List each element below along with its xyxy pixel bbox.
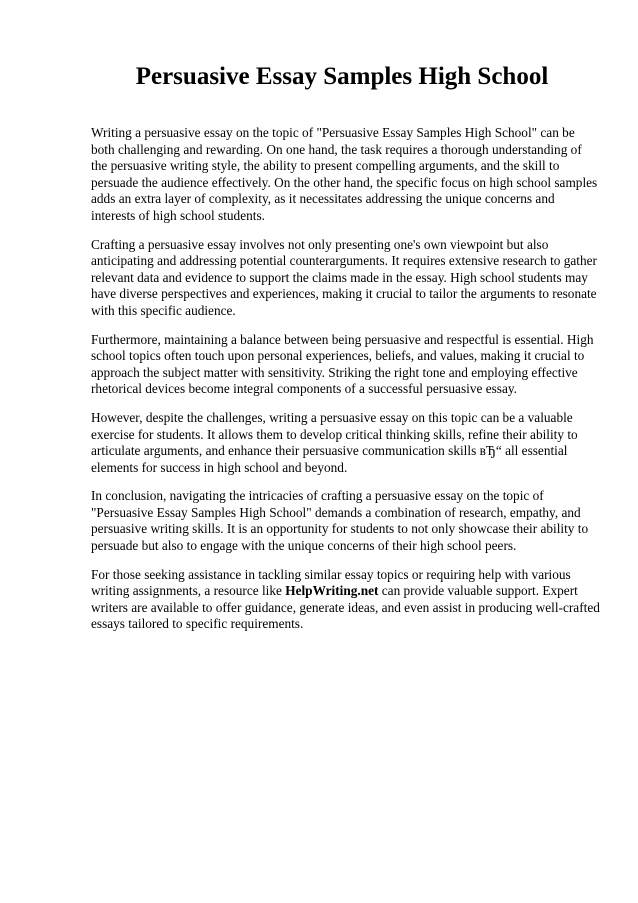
paragraph-assistance [91,567,601,633]
paragraph-value: However, despite the challenges, writing a persuasive essay on this topic can be a valuable exercise for students. It allows them to develop critical thinking skills, refine their ability to articulate arguments, and enhance their persuasive communication skills вЂ“ all essential elements for success in high school and beyond. [91,409,578,475]
page-title: Persuasive Essay Samples High School [135,63,549,90]
assistance-text-after: can provide valuable support. Expert writers are available to offer guidance, generate ideas, and even assist in producing well-crafted essays tailored to specific requirements. [91,583,600,632]
paragraph-conclusion: In conclusion, navigating the intricacies of crafting a persuasive essay on the topic of "Persuasive Essay Samples High School" demands a combination of research, empathy, and persuasive writing skills. It is an opportunity for students to not only showcase their ability to persuade but also to engage with the unique concerns of their high school peers. [91,488,589,554]
helpwriting-link[interactable]: HelpWriting.net [285,583,379,599]
assistance-text-before: For those seeking assistance in tackling similar essay topics or requiring help with various writing assignments, a resource like [91,566,571,599]
paragraph-balance: Furthermore, maintaining a balance between being persuasive and respectful is essential. High school topics often touch upon personal experiences, beliefs, and values, making it crucial to approach the subject matter with sensitivity. Striking the right tone and employing effective rhetorical devices become integral components of a successful persuasive essay. [91,331,594,397]
paragraph-intro: Writing a persuasive essay on the topic of "Persuasive Essay Samples High School" can be both challenging and rewarding. On one hand, the task requires a thorough understanding of the persuasive writing style, the ability to present compelling arguments, and the skill to persuade the audience effectively. On the other hand, the specific focus on high school samples adds an extra layer of complexity, as it necessitates addressing the unique concerns and interests of high school students. [91,125,598,223]
paragraph-crafting: Crafting a persuasive essay involves not only presenting one's own viewpoint but also anticipating and addressing potential counterarguments. It requires extensive research to gather relevant data and evidence to support the claims made in the essay. High school students may have diverse perspectives and experiences, making it crucial to tailor the arguments to resonate with this specific audience. [91,236,597,318]
